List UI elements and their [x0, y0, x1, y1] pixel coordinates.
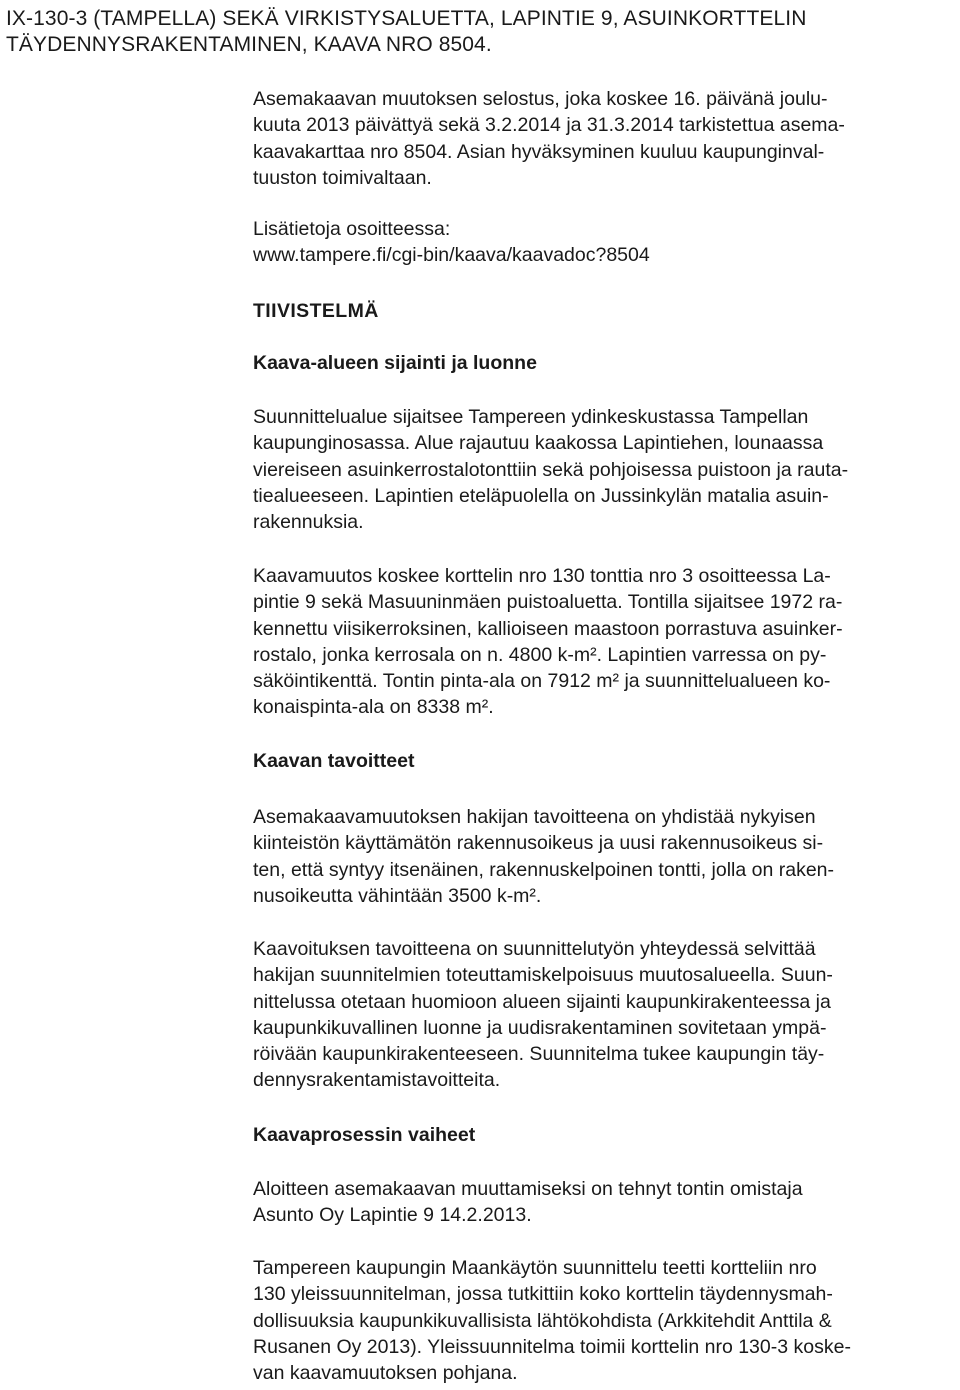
info-label: Lisätietoja osoitteessa: [253, 218, 451, 240]
intro-line: tuuston toimivaltaan. [253, 166, 432, 189]
paragraph-line: Asemakaavamuutoksen hakijan tavoitteena on yhdistää nykyisen [253, 806, 816, 828]
intro-line: kuuta 2013 päivättyä sekä 3.2.2014 ja 31.3.2014 tarkistettua asema- [253, 114, 845, 137]
paragraph-line: Kaavoituksen tavoitteena on suunnittelutyön yhteydessä selvittää [253, 938, 816, 960]
paragraph-line: Tampereen kaupungin Maankäytön suunnittelu teetti kortteliin nro [253, 1257, 817, 1279]
paragraph-line: pintie 9 sekä Masuuninmäen puistoaluetta. Tontilla sijaitsee 1972 ra- [253, 591, 843, 614]
document-title [6, 6, 946, 58]
paragraph-line: dennysrakentamistavoitteita. [253, 1069, 501, 1092]
section-heading-block [253, 748, 953, 774]
paragraph-line: nusoikeutta vähintään 3500 k-m². [253, 884, 542, 907]
section-paragraph [253, 1176, 953, 1229]
section-paragraph [253, 1255, 953, 1386]
paragraph-line: kaupunkikuvallinen luonne ja uudisrakentaminen sovitetaan ympä- [253, 1016, 827, 1039]
paragraph-line: van kaavamuutoksen pohjana. [253, 1362, 518, 1385]
paragraph-line: rakennuksia. [253, 511, 364, 534]
paragraph-line: kiinteistön käyttämätön rakennusoikeus ja uusi rakennusoikeus si- [253, 832, 824, 855]
paragraph-line: säköintikenttä. Tontin pinta-ala on 7912 m² ja suunnittelualueen ko- [253, 670, 831, 693]
paragraph-line: nittelussa otetaan huomioon alueen sijainti kaupunkirakenteessa ja [253, 990, 831, 1013]
paragraph-line: Rusanen Oy 2013). Yleissuunnitelma toimii korttelin nro 130-3 koske- [253, 1335, 851, 1358]
section-paragraph [253, 563, 953, 721]
section-paragraph [253, 936, 953, 1094]
paragraph-line: Suunnittelualue sijaitsee Tampereen ydinkeskustassa Tampellan [253, 406, 809, 428]
paragraph-line: ten, että syntyy itsenäinen, rakennuskelpoinen tontti, jolla on raken- [253, 858, 835, 881]
intro-line: Asemakaavan muutoksen selostus, joka koskee 16. päivänä joulu- [253, 88, 828, 110]
paragraph-line: viereiseen asuinkerrostalotonttiin sekä pohjoisessa puistoon ja rauta- [253, 458, 849, 481]
paragraph-line: kaupunginosassa. Alue rajautuu kaakossa Lapintiehen, lounaassa [253, 432, 824, 455]
section-paragraph [253, 804, 953, 909]
paragraph-line: tiealueeseen. Lapintien eteläpuolella on Jussinkylän matalia asuin- [253, 484, 829, 507]
section-heading: Kaava-alueen sijainti ja luonne [253, 352, 537, 374]
section-heading: Kaavan tavoitteet [253, 750, 415, 772]
paragraph-line: konaispinta-ala on 8338 m². [253, 696, 494, 719]
paragraph-line: röivään kaupunkirakenteeseen. Suunnitelma tukee kaupungin täy- [253, 1043, 825, 1066]
paragraph-line: dollisuuksia kaupunkikuvallisista lähtökohdista (Arkkitehdit Anttila & [253, 1309, 832, 1332]
info-link[interactable]: www.tampere.fi/cgi-bin/kaava/kaavadoc?8504 [253, 244, 650, 267]
document-title-line: TÄYDENNYSRAKENTAMINEN, KAAVA NRO 8504. [6, 33, 492, 56]
section-heading-block [253, 350, 953, 376]
intro-paragraph [253, 86, 953, 191]
section-paragraph [253, 404, 953, 535]
intro-line: kaavakarttaa nro 8504. Asian hyväksyminen kuuluu kaupunginval- [253, 140, 825, 163]
paragraph-line: hakijan suunnitelmien toteuttamiskelpoisuus muutosalueella. Suun- [253, 964, 833, 987]
paragraph-line: Asunto Oy Lapintie 9 14.2.2013. [253, 1204, 532, 1227]
paragraph-line: Kaavamuutos koskee korttelin nro 130 tonttia nro 3 osoitteessa La- [253, 565, 831, 587]
paragraph-line: kennettu viisikerroksinen, kallioiseen maastoon porrastuva asuinker- [253, 617, 843, 640]
summary-heading: TIIVISTELMÄ [253, 300, 379, 322]
document-title-line: IX-130-3 (TAMPELLA) SEKÄ VIRKISTYSALUETTA, LAPINTIE 9, ASUINKORTTELIN [6, 7, 807, 30]
summary-heading-block [253, 298, 953, 324]
paragraph-line: Aloitteen asemakaavan muuttamiseksi on tehnyt tontin omistaja [253, 1178, 803, 1200]
info-block [253, 216, 953, 269]
section-heading-block [253, 1122, 953, 1148]
paragraph-line: 130 yleissuunnitelman, jossa tutkittiin koko korttelin täydennysmah- [253, 1283, 833, 1306]
section-heading: Kaavaprosessin vaiheet [253, 1124, 476, 1146]
paragraph-line: rostalo, jonka kerrosala on n. 4800 k-m². Lapintien varressa on py- [253, 643, 827, 666]
